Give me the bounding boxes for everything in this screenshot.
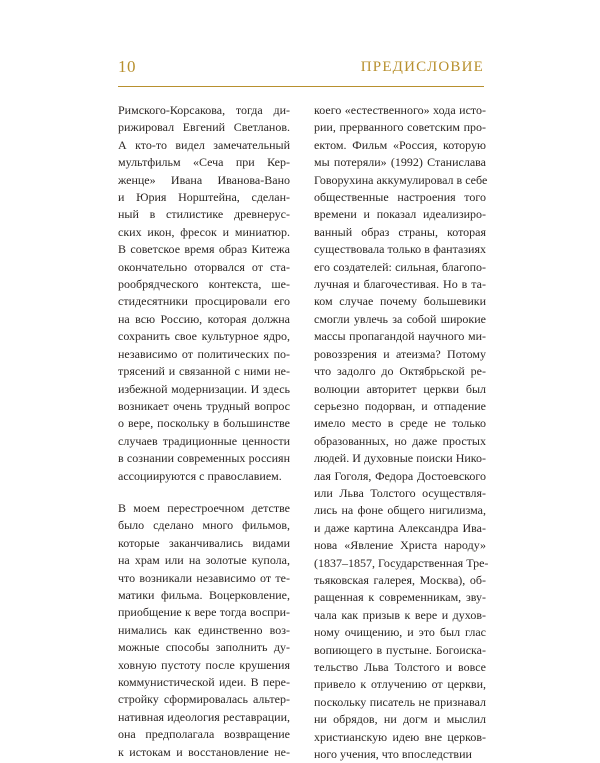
text-line: Говорухина аккумулировал в себе [314,172,488,187]
text-line: независимо от политических по- [118,346,290,361]
text-line: тьяковская галерея, Москва), об- [314,572,486,587]
text-line: (1837–1857, Государственная Тре- [314,555,489,570]
text-line: времени и показал идеализиро- [314,207,486,222]
text-line: на храм или на золотые купола, [118,553,290,568]
text-line: рообрядческого контекста, ше- [118,277,290,292]
text-line: лучная и благочестивая. Но в та- [314,277,486,292]
text-line: ращенная к современникам, зву- [314,590,486,605]
text-line: поскольку писатель не признавал [314,694,486,709]
text-line: избежной модернизации. И здесь [118,381,290,396]
text-line: христианскую идею вне церков- [314,729,486,744]
text-line: ровоззрения и атеизма? Потому [314,346,486,361]
text-line: ком случае почему большевики [314,294,486,309]
text-line: ховную пустоту после крушения [118,657,290,672]
text-line: ектом. Фильм «Россия, которую [314,137,486,152]
text-line: нативная идеология реставрации, [118,709,290,724]
text-line: людей. И духовные поиски Нико- [314,451,486,466]
running-title: ПРЕДИСЛОВИЕ [360,58,484,75]
paragraph-gap [118,485,290,500]
text-line: стройку сформировалась альтер- [118,692,290,707]
text-line: матики фильма. Воцерковление, [118,587,290,602]
text-line: лая Гоголя, Федора Достоевского [314,468,486,483]
text-line: массы пропагандой научного ми- [314,329,486,344]
text-line: мультфильм «Сеча при Кер- [118,155,290,170]
text-line: можные способы заполнить ду- [118,640,290,655]
text-column-right [314,102,489,763]
text-line: смогли увлечь за собой широкие [314,311,486,326]
text-line: к истокам и восстановление не- [118,744,290,759]
paragraph [118,102,290,485]
text-line: чала как призыв к вере и духов- [314,607,486,622]
text-line: мы потеряли» (1992) Станислава [314,155,486,170]
text-line: коего «естественного» хода исто- [314,103,486,117]
text-line: которые заканчивались видами [118,535,290,550]
text-line: рижировал Евгений Светланов. [118,120,290,135]
text-line: приобщение к вере тогда воспри- [118,605,290,620]
page-header [118,56,484,78]
text-line: В моем перестроечном детстве [118,500,290,515]
text-column-left [118,102,290,761]
text-line: имело место в среде не только [314,416,486,431]
text-line: что задолго до Октябрьской ре- [314,364,486,379]
paragraph [314,102,489,763]
text-line: тельство Льва Толстого и вовсе [314,660,486,674]
text-line: волюции авторитет церкви был [314,381,486,396]
text-line: что возникали независимо от те- [118,570,290,585]
text-line: стидесятники просцировали его [118,294,290,309]
text-line: она предполагала возвращение [118,727,290,742]
text-line: образованных, но даже простых [314,433,486,448]
text-line: было сделано много фильмов, [118,518,290,533]
text-line: ни обрядов, ни догм и мыслил [314,712,486,727]
text-line: общественные настроения того [314,190,486,205]
text-line: в сознании современных россиян [118,451,290,466]
text-line: ного учения, что впоследствии [314,747,472,762]
text-line: ному очищению, и это был глас [314,625,486,640]
text-line: и даже картина Александра Ива- [314,520,486,535]
text-line: возникает очень трудный вопрос [118,398,290,413]
text-line: А кто-то видел замечательный [118,137,290,152]
text-line: Римского-Корсакова, тогда ди- [118,103,290,117]
text-line: В советское время образ Китежа [118,242,290,257]
text-line: или Льва Толстого осуществля- [314,485,486,500]
text-line: рии, прерванного советским про- [314,120,486,135]
text-line: ских икон, фресок и миниатюр. [118,224,290,239]
text-line: серьезно подорван, и отпадение [314,398,486,413]
header-divider [118,86,484,87]
text-line: привело к отлучению от церкви, [314,677,486,692]
text-line: ассоциируются с православием. [118,468,282,483]
text-line: существовала только в фантазиях [314,242,486,257]
text-line: женце» Ивана Иванова-Вано [118,172,290,187]
text-line: вопиющего в пустыне. Богоиска- [314,642,486,657]
text-line: случаев традиционные ценности [118,433,290,448]
page-number: 10 [118,57,136,76]
text-line: о вере, поскольку в большинстве [118,416,290,431]
paragraph [118,500,290,761]
text-line: коммунистической идеи. В пере- [118,675,290,689]
text-line: нимались как единственно воз- [118,622,290,637]
text-line: на всю Россию, которая должна [118,311,290,326]
text-line: ный в стилистике древнерус- [118,207,290,222]
text-line: окончательно оторвался от ста- [118,259,290,274]
text-line: нова «Явление Христа народу» [314,538,486,553]
text-line: лись на фоне общего нигилизма, [314,503,486,518]
text-line: и Юрия Норштейна, сделан- [118,190,290,205]
text-line: сохранить свое культурное ядро, [118,329,290,344]
text-line: ванный образ страны, которая [314,224,486,239]
text-line: трясений и связанной с ними не- [118,364,290,379]
text-line: его создателей: сильная, благопо- [314,259,486,274]
